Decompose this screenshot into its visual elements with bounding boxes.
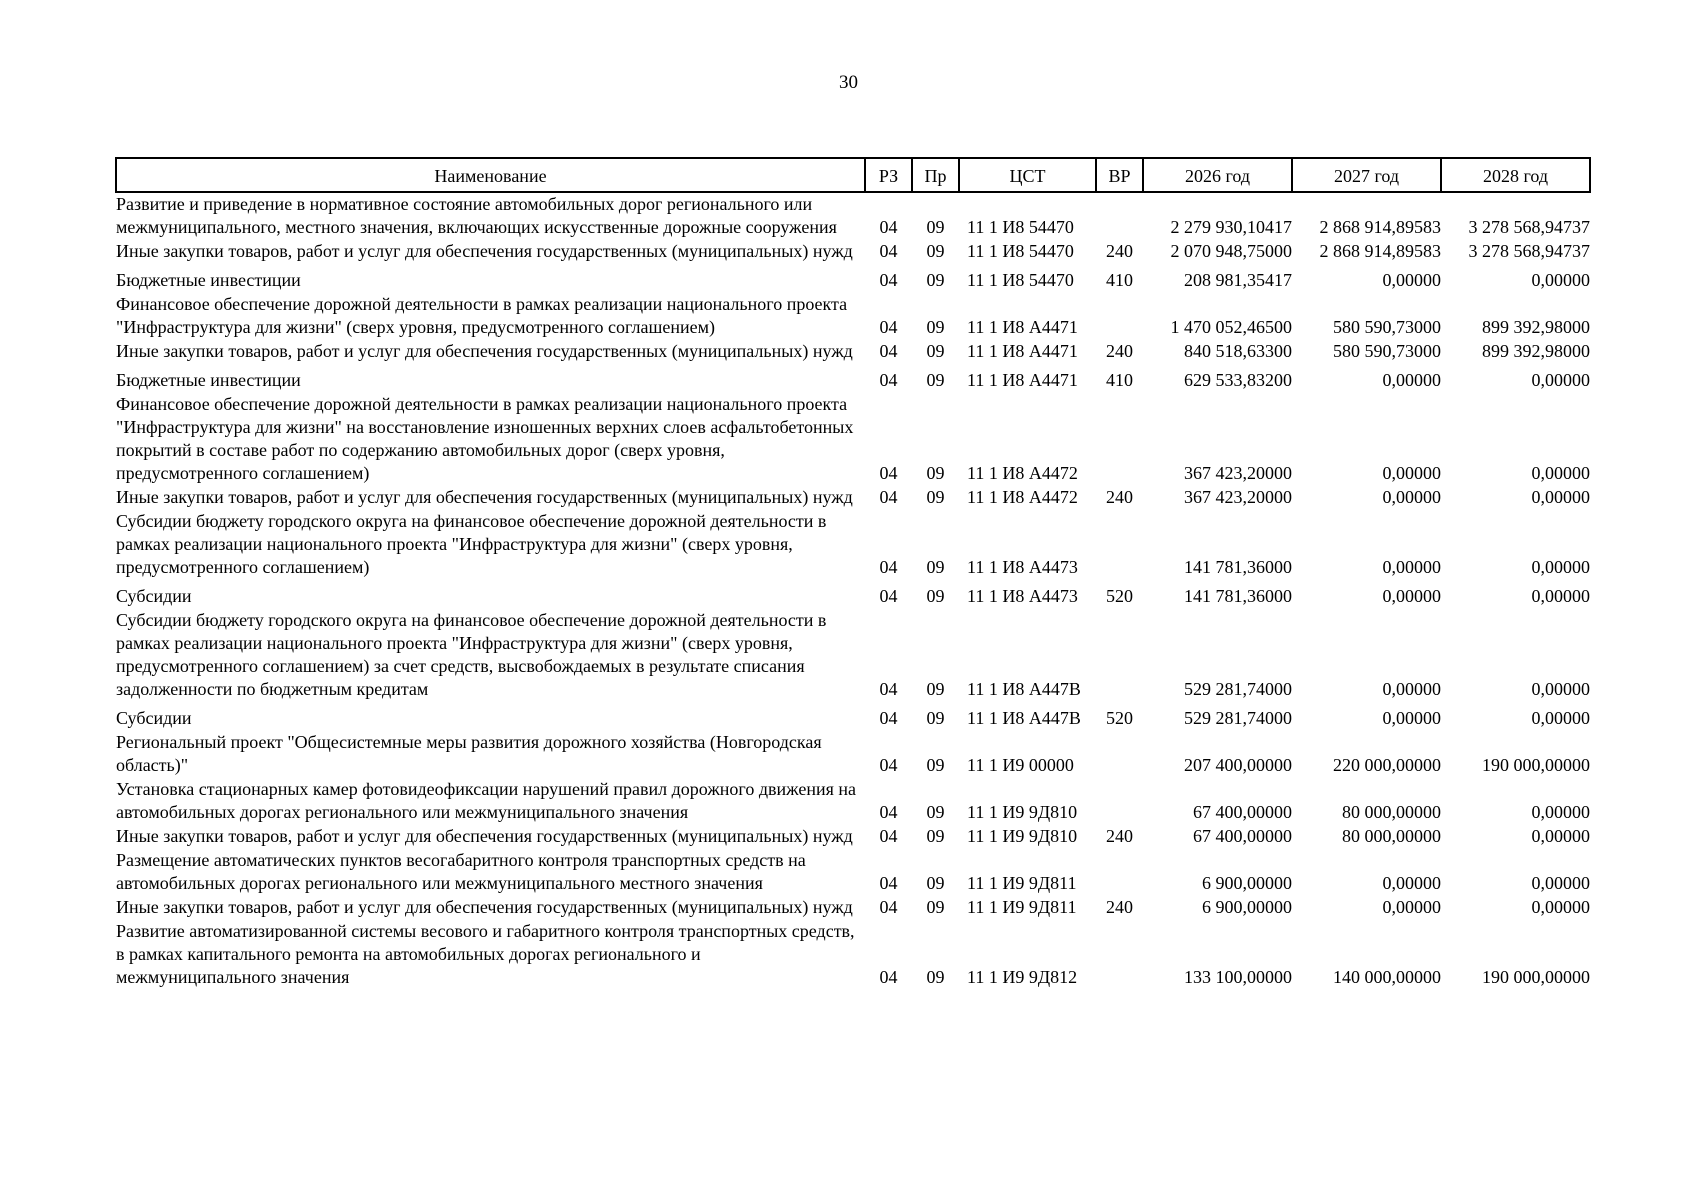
row-cst: 11 1 И8 А447В xyxy=(967,679,1081,699)
row-value-2026: 529 281,74000 xyxy=(1184,708,1292,728)
header-cst: ЦСТ xyxy=(959,158,1096,192)
row-rz: 04 xyxy=(879,679,898,699)
row-cst: 11 1 И8 54470 xyxy=(967,217,1074,237)
row-name: Иные закупки товаров, работ и услуг для обеспечения государственных (муниципальных) нужд xyxy=(116,341,853,361)
row-cst: 11 1 И9 9Д810 xyxy=(967,802,1078,822)
row-value-2028: 899 392,98000 xyxy=(1482,341,1590,361)
row-value-2026: 207 400,00000 xyxy=(1184,755,1292,775)
table-row xyxy=(116,778,1590,825)
row-rz: 04 xyxy=(879,557,898,577)
row-pr: 09 xyxy=(926,370,945,390)
row-value-2028: 0,00000 xyxy=(1531,873,1590,893)
row-value-2028: 3 278 568,94737 xyxy=(1468,241,1590,261)
table-row xyxy=(116,486,1590,510)
table-row xyxy=(116,609,1590,702)
row-value-2028: 0,00000 xyxy=(1531,802,1590,822)
row-value-2026: 208 981,35417 xyxy=(1184,270,1292,290)
row-pr: 09 xyxy=(926,463,945,483)
row-rz: 04 xyxy=(879,873,898,893)
row-value-2027: 0,00000 xyxy=(1382,897,1441,917)
row-value-2027: 0,00000 xyxy=(1382,370,1441,390)
row-vr: 520 xyxy=(1106,586,1133,606)
row-pr: 09 xyxy=(926,897,945,917)
row-name: Развитие и приведение в нормативное состояние автомобильных дорог регионального или межмуниципального, местного значения, включающих искусственные дорожные сооружения xyxy=(116,194,837,237)
row-value-2026: 6 900,00000 xyxy=(1202,873,1292,893)
table-row xyxy=(116,393,1590,486)
page-number: 30 xyxy=(839,72,858,93)
row-value-2027: 0,00000 xyxy=(1382,708,1441,728)
row-cst: 11 1 И9 9Д811 xyxy=(967,873,1077,893)
row-rz: 04 xyxy=(879,897,898,917)
row-value-2026: 67 400,00000 xyxy=(1193,826,1292,846)
row-rz: 04 xyxy=(879,341,898,361)
row-vr xyxy=(1096,778,1143,825)
row-rz: 04 xyxy=(879,487,898,507)
row-rz: 04 xyxy=(879,826,898,846)
row-value-2026: 133 100,00000 xyxy=(1184,967,1292,987)
row-name: Иные закупки товаров, работ и услуг для обеспечения государственных (муниципальных) нужд xyxy=(116,897,853,917)
row-cst: 11 1 И9 00000 xyxy=(967,755,1074,775)
row-rz: 04 xyxy=(879,317,898,337)
row-vr: 240 xyxy=(1106,341,1133,361)
row-cst: 11 1 И8 А4471 xyxy=(967,341,1078,361)
row-pr: 09 xyxy=(926,487,945,507)
row-rz: 04 xyxy=(879,967,898,987)
row-vr xyxy=(1096,920,1143,990)
row-value-2028: 0,00000 xyxy=(1531,487,1590,507)
row-rz: 04 xyxy=(879,270,898,290)
row-value-2026: 529 281,74000 xyxy=(1184,679,1292,699)
row-pr: 09 xyxy=(926,679,945,699)
row-vr: 410 xyxy=(1106,370,1133,390)
row-value-2027: 0,00000 xyxy=(1382,679,1441,699)
row-rz: 04 xyxy=(879,463,898,483)
header-2026: 2026 год xyxy=(1143,158,1292,192)
row-rz: 04 xyxy=(879,586,898,606)
row-value-2027: 140 000,00000 xyxy=(1333,967,1441,987)
row-pr: 09 xyxy=(926,241,945,261)
row-name: Установка стационарных камер фотовидеофиксации нарушений правил дорожного движения на автомобильных дорогах регионального или межмуниципального значения xyxy=(116,779,857,822)
table-row xyxy=(116,731,1590,778)
row-value-2028: 0,00000 xyxy=(1531,897,1590,917)
row-rz: 04 xyxy=(879,217,898,237)
table-row xyxy=(116,364,1590,393)
row-cst: 11 1 И8 А4472 xyxy=(967,463,1078,483)
row-value-2028: 0,00000 xyxy=(1531,826,1590,846)
row-value-2028: 190 000,00000 xyxy=(1482,755,1590,775)
row-vr: 240 xyxy=(1106,826,1133,846)
row-rz: 04 xyxy=(879,802,898,822)
row-value-2027: 220 000,00000 xyxy=(1333,755,1441,775)
header-2028: 2028 год xyxy=(1441,158,1590,192)
row-name: Иные закупки товаров, работ и услуг для обеспечения государственных (муниципальных) нужд xyxy=(116,826,853,846)
row-value-2028: 0,00000 xyxy=(1531,370,1590,390)
table-row xyxy=(116,825,1590,849)
row-pr: 09 xyxy=(926,217,945,237)
row-cst: 11 1 И9 9Д811 xyxy=(967,897,1077,917)
row-vr xyxy=(1096,293,1143,340)
row-vr: 410 xyxy=(1106,270,1133,290)
header-pr: Пр xyxy=(912,158,959,192)
row-value-2027: 0,00000 xyxy=(1382,873,1441,893)
row-vr xyxy=(1096,849,1143,896)
row-pr: 09 xyxy=(926,317,945,337)
row-value-2027: 0,00000 xyxy=(1382,586,1441,606)
table-body xyxy=(116,192,1590,990)
row-name: Субсидии бюджету городского округа на финансовое обеспечение дорожной деятельности в рамках реализации национального проекта "Инфраструктура для жизни" (сверх уровня, предусмотренного соглашением) xyxy=(116,511,827,577)
budget-table xyxy=(115,157,1591,990)
table-row xyxy=(116,580,1590,609)
table-row xyxy=(116,293,1590,340)
row-value-2028: 190 000,00000 xyxy=(1482,967,1590,987)
row-name: Размещение автоматических пунктов весогабаритного контроля транспортных средств на автомобильных дорогах регионального или межмуниципального местного значения xyxy=(116,850,806,893)
row-value-2027: 0,00000 xyxy=(1382,463,1441,483)
row-value-2026: 1 470 052,46500 xyxy=(1170,317,1292,337)
row-cst: 11 1 И9 9Д810 xyxy=(967,826,1078,846)
row-value-2028: 899 392,98000 xyxy=(1482,317,1590,337)
row-name: Бюджетные инвестиции xyxy=(116,270,301,290)
row-cst: 11 1 И9 9Д812 xyxy=(967,967,1078,987)
table-row xyxy=(116,510,1590,580)
row-pr: 09 xyxy=(926,557,945,577)
table-row xyxy=(116,849,1590,896)
row-value-2028: 0,00000 xyxy=(1531,463,1590,483)
row-value-2028: 0,00000 xyxy=(1531,708,1590,728)
row-name: Развитие автоматизированной системы весового и габаритного контроля транспортных средств, в рамках капитального ремонта на автомобильных дорогах регионального и межмуниципального значения xyxy=(116,921,855,987)
row-value-2027: 2 868 914,89583 xyxy=(1319,241,1441,261)
row-vr xyxy=(1096,731,1143,778)
row-cst: 11 1 И8 А4471 xyxy=(967,370,1078,390)
row-value-2026: 2 279 930,10417 xyxy=(1170,217,1292,237)
row-rz: 04 xyxy=(879,708,898,728)
header-2027: 2027 год xyxy=(1292,158,1441,192)
row-name: Бюджетные инвестиции xyxy=(116,370,301,390)
row-value-2026: 141 781,36000 xyxy=(1184,557,1292,577)
row-value-2026: 629 533,83200 xyxy=(1184,370,1292,390)
row-value-2027: 580 590,73000 xyxy=(1333,341,1441,361)
row-pr: 09 xyxy=(926,873,945,893)
row-vr: 240 xyxy=(1106,487,1133,507)
row-value-2028: 0,00000 xyxy=(1531,557,1590,577)
row-cst: 11 1 И8 54470 xyxy=(967,241,1074,261)
row-name: Субсидии xyxy=(116,708,192,728)
row-vr xyxy=(1096,393,1143,486)
header-vr: ВР xyxy=(1096,158,1143,192)
row-value-2026: 2 070 948,75000 xyxy=(1170,241,1292,261)
row-vr: 240 xyxy=(1106,897,1133,917)
row-name: Финансовое обеспечение дорожной деятельности в рамках реализации национального проекта "Инфраструктура для жизни" (сверх уровня, предусмотренного соглашением) xyxy=(116,294,848,337)
row-value-2028: 0,00000 xyxy=(1531,679,1590,699)
row-pr: 09 xyxy=(926,341,945,361)
table-row xyxy=(116,340,1590,364)
table-header-row xyxy=(116,158,1590,192)
row-cst: 11 1 И8 А4472 xyxy=(967,487,1078,507)
table-row xyxy=(116,702,1590,731)
row-cst: 11 1 И8 А4473 xyxy=(967,586,1078,606)
table-row xyxy=(116,264,1590,293)
row-value-2027: 580 590,73000 xyxy=(1333,317,1441,337)
row-value-2027: 0,00000 xyxy=(1382,487,1441,507)
row-value-2026: 367 423,20000 xyxy=(1184,487,1292,507)
row-name: Иные закупки товаров, работ и услуг для обеспечения государственных (муниципальных) нужд xyxy=(116,241,853,261)
row-value-2028: 0,00000 xyxy=(1531,270,1590,290)
row-rz: 04 xyxy=(879,755,898,775)
row-value-2026: 367 423,20000 xyxy=(1184,463,1292,483)
row-value-2027: 80 000,00000 xyxy=(1342,826,1441,846)
row-value-2027: 0,00000 xyxy=(1382,270,1441,290)
row-pr: 09 xyxy=(926,708,945,728)
row-value-2028: 0,00000 xyxy=(1531,586,1590,606)
row-vr: 520 xyxy=(1106,708,1133,728)
row-rz: 04 xyxy=(879,241,898,261)
row-cst: 11 1 И8 А447В xyxy=(967,708,1081,728)
table-row xyxy=(116,920,1590,990)
row-rz: 04 xyxy=(879,370,898,390)
row-vr xyxy=(1096,192,1143,240)
row-pr: 09 xyxy=(926,826,945,846)
row-value-2026: 67 400,00000 xyxy=(1193,802,1292,822)
row-value-2026: 6 900,00000 xyxy=(1202,897,1292,917)
row-pr: 09 xyxy=(926,967,945,987)
row-pr: 09 xyxy=(926,802,945,822)
row-value-2027: 2 868 914,89583 xyxy=(1319,217,1441,237)
row-name: Региональный проект "Общесистемные меры развития дорожного хозяйства (Новгородская область)" xyxy=(116,732,822,775)
row-value-2026: 141 781,36000 xyxy=(1184,586,1292,606)
row-pr: 09 xyxy=(926,755,945,775)
row-vr: 240 xyxy=(1106,241,1133,261)
row-pr: 09 xyxy=(926,270,945,290)
row-cst: 11 1 И8 А4473 xyxy=(967,557,1078,577)
row-cst: 11 1 И8 А4471 xyxy=(967,317,1078,337)
header-name: Наименование xyxy=(116,158,865,192)
row-vr xyxy=(1096,510,1143,580)
row-name: Финансовое обеспечение дорожной деятельности в рамках реализации национального проекта "Инфраструктура для жизни" на восстановление изношенных верхних слоев асфальтобетонных покрытий в составе работ по содержанию автомобильных дорог (сверх уровня, предусмотренного соглашением) xyxy=(116,394,854,483)
row-value-2027: 80 000,00000 xyxy=(1342,802,1441,822)
row-value-2027: 0,00000 xyxy=(1382,557,1441,577)
row-name: Субсидии xyxy=(116,586,192,606)
header-rz: РЗ xyxy=(865,158,912,192)
row-name: Субсидии бюджету городского округа на финансовое обеспечение дорожной деятельности в рамках реализации национального проекта "Инфраструктура для жизни" (сверх уровня, предусмотренного соглашением) за счет средств, высвобождаемых в результате списания задолженности по бюджетным кредитам xyxy=(116,610,827,699)
table-row xyxy=(116,896,1590,920)
row-value-2028: 3 278 568,94737 xyxy=(1468,217,1590,237)
row-name: Иные закупки товаров, работ и услуг для обеспечения государственных (муниципальных) нужд xyxy=(116,487,853,507)
row-cst: 11 1 И8 54470 xyxy=(967,270,1074,290)
table-row xyxy=(116,240,1590,264)
table-row xyxy=(116,192,1590,240)
row-pr: 09 xyxy=(926,586,945,606)
row-value-2026: 840 518,63300 xyxy=(1184,341,1292,361)
row-vr xyxy=(1096,609,1143,702)
